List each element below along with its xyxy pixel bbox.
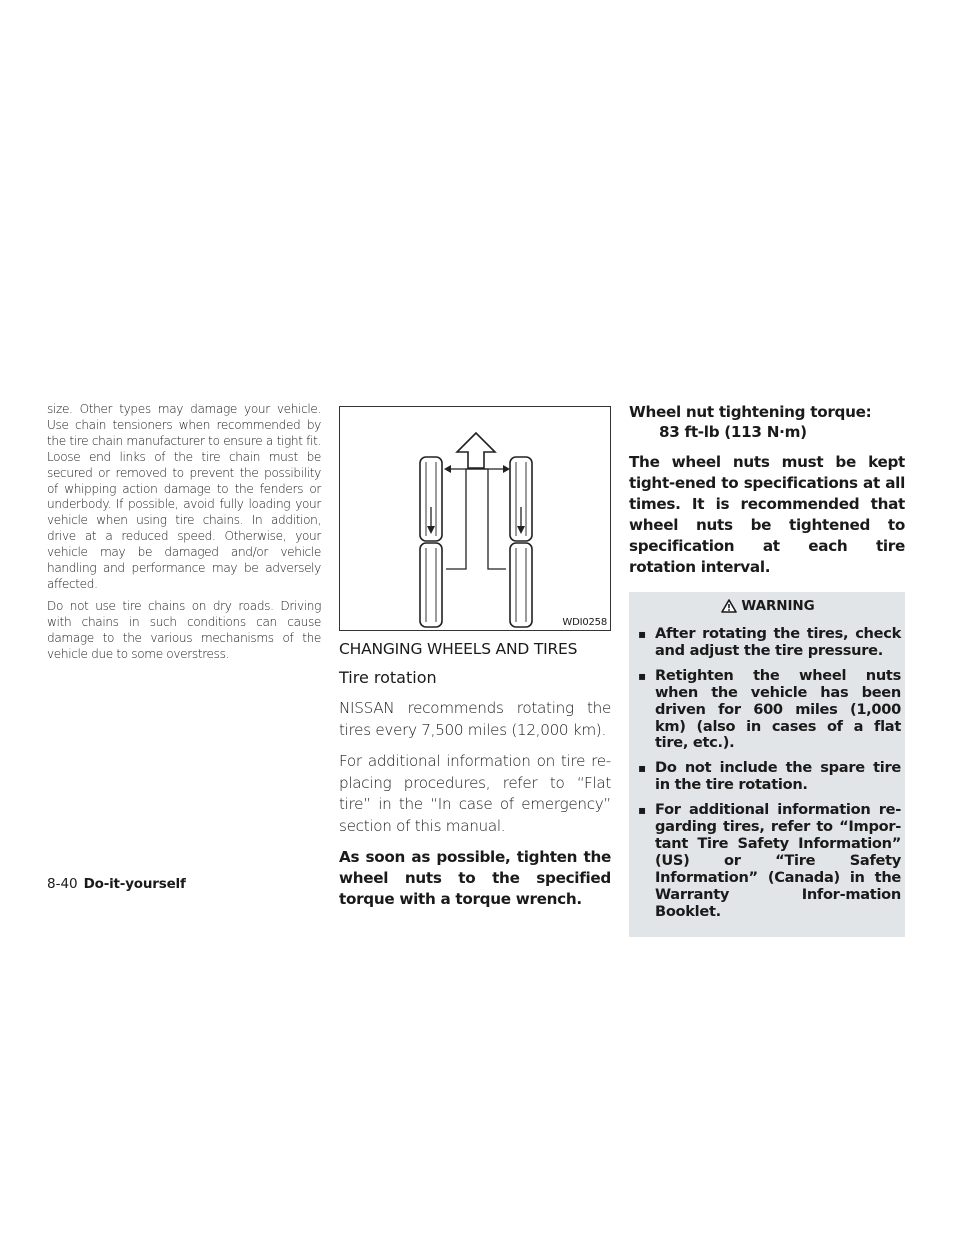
page-number: 8-40 xyxy=(47,876,78,892)
right-column xyxy=(629,402,905,937)
dry-roads-paragraph: Do not use tire chains on dry roads. Driving with chains in such conditions can cause damage to the various mechanisms of the vehicle due to some overstress. xyxy=(47,598,321,661)
warning-title-text: WARNING xyxy=(741,598,815,614)
rear-left-tire xyxy=(420,543,442,627)
warning-item-retighten: ▪ Retighten the wheel nuts when the vehicle has been driven for 600 miles (1,000 km) (also in cases of a flat tire, etc.). xyxy=(635,668,901,753)
rear-right-to-front-left-arrow xyxy=(444,465,506,569)
tire-rotation-diagram xyxy=(340,407,610,630)
left-column xyxy=(47,402,321,669)
tire-chain-paragraph: size. Other types may damage your vehicle. Use chain tensioners when recommended by the tire chain manufacturer to ensure a tight fit. Loose end links of the tire chain must be secured or removed to prevent the possibility of whipping action damage to the fenders or underbody. If possible, avoid fully loading your vehicle when using tire chains. In addition, drive at a reduced speed. Otherwise, your vehicle may be damaged and/or vehicle handling and performance may be adversely affected. xyxy=(47,402,321,591)
section-heading: CHANGING WHEELS AND TIRES xyxy=(339,640,578,658)
footer-section-title: Do-it-yourself xyxy=(83,876,186,892)
warning-item-spare-tire: ▪ Do not include the spare tire in the tire rotation. xyxy=(635,760,901,794)
tire-rotation-figure xyxy=(339,406,611,631)
replacing-reference-paragraph: For additional information on tire re-placing procedures, refer to “Flat tire” in the “In case of emergency” section of this manual. xyxy=(339,752,611,835)
torque-value: 83 ft-lb (113 N·m) xyxy=(659,423,807,441)
middle-column xyxy=(339,402,611,920)
wheel-nuts-paragraph: The wheel nuts must be kept tight-ened to specifications at all times. It is recommended that wheel nuts be tightened to specification at each tire rotation interval. xyxy=(629,453,905,576)
rear-right-tire xyxy=(510,543,532,627)
page-footer xyxy=(47,876,186,892)
warning-triangle-icon xyxy=(721,599,737,613)
warning-list xyxy=(635,626,901,921)
figure-code: WDI0258 xyxy=(562,617,607,628)
sub-heading: Tire rotation xyxy=(339,668,437,687)
rotation-interval-paragraph: NISSAN recommends rotating the tires every 7,500 miles (12,000 km). xyxy=(339,699,611,739)
warning-item-check-pressure: ▪ After rotating the tires, check and adjust the tire pressure. xyxy=(635,626,901,660)
warning-box xyxy=(629,592,905,937)
torque-wrench-paragraph: As soon as possible, tighten the wheel nuts to the specified torque with a torque wrench. xyxy=(339,848,611,908)
forward-direction-arrow xyxy=(457,433,495,468)
torque-label: Wheel nut tightening torque: xyxy=(629,403,872,421)
rear-left-to-front-right-arrow xyxy=(446,465,510,569)
warning-title xyxy=(635,598,901,614)
warning-item-additional-info: ▪ For additional information re-garding tires, refer to “Impor-tant Tire Safety Information” (US) or “Tire Safety Information” (Canada) in the Warranty Infor-mation Booklet. xyxy=(635,802,901,920)
